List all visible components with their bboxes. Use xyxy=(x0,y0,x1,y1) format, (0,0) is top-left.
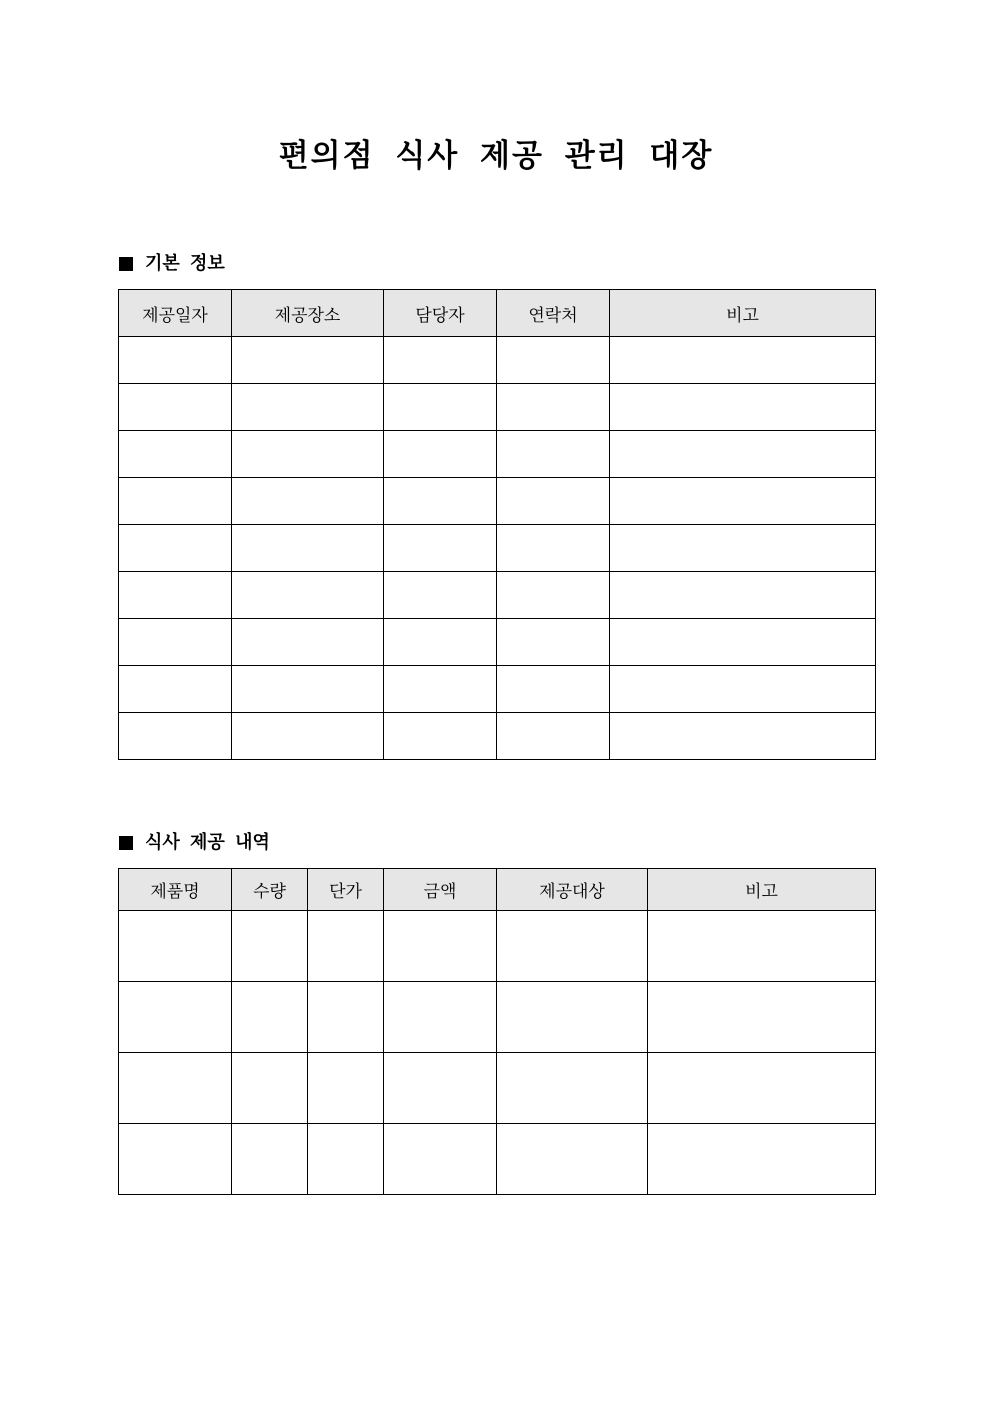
table-cell[interactable] xyxy=(119,431,232,478)
table-cell[interactable] xyxy=(497,1124,648,1195)
table-cell[interactable] xyxy=(610,666,876,713)
column-header-recipient: 제공대상 xyxy=(497,869,648,911)
table-cell[interactable] xyxy=(648,982,876,1053)
table-cell[interactable] xyxy=(232,384,384,431)
table-row xyxy=(119,619,876,666)
table-cell[interactable] xyxy=(610,572,876,619)
table-cell[interactable] xyxy=(119,384,232,431)
table-cell[interactable] xyxy=(384,478,497,525)
table-cell[interactable] xyxy=(497,666,610,713)
table-row xyxy=(119,431,876,478)
table-cell[interactable] xyxy=(308,1053,384,1124)
table-cell[interactable] xyxy=(119,337,232,384)
column-header-amount: 금액 xyxy=(384,869,497,911)
table-cell[interactable] xyxy=(232,431,384,478)
table-cell[interactable] xyxy=(384,337,497,384)
provision-details-table xyxy=(118,868,876,1195)
table-cell[interactable] xyxy=(497,1053,648,1124)
table-cell[interactable] xyxy=(497,911,648,982)
table-cell[interactable] xyxy=(384,1053,497,1124)
section-heading-label: 기본 정보 xyxy=(145,253,225,274)
table-row xyxy=(119,1124,876,1195)
table-cell[interactable] xyxy=(308,911,384,982)
section-heading-provision-details xyxy=(119,831,270,855)
table-row xyxy=(119,478,876,525)
table-cell[interactable] xyxy=(119,478,232,525)
square-bullet-icon xyxy=(119,836,133,850)
table-cell[interactable] xyxy=(497,384,610,431)
table-cell[interactable] xyxy=(119,713,232,760)
table-cell[interactable] xyxy=(384,572,497,619)
table-row xyxy=(119,572,876,619)
table-cell[interactable] xyxy=(497,713,610,760)
table-row xyxy=(119,384,876,431)
table-row xyxy=(119,713,876,760)
table-cell[interactable] xyxy=(384,1124,497,1195)
table-cell[interactable] xyxy=(610,337,876,384)
column-header-place: 제공장소 xyxy=(232,290,384,337)
table-cell[interactable] xyxy=(232,525,384,572)
table-cell[interactable] xyxy=(384,982,497,1053)
table-cell[interactable] xyxy=(384,525,497,572)
table-cell[interactable] xyxy=(648,1124,876,1195)
table-cell[interactable] xyxy=(232,572,384,619)
table-cell[interactable] xyxy=(384,431,497,478)
column-header-product-name: 제품명 xyxy=(119,869,232,911)
table-cell[interactable] xyxy=(610,525,876,572)
table-cell[interactable] xyxy=(497,337,610,384)
table-cell[interactable] xyxy=(610,478,876,525)
section-heading-label: 식사 제공 내역 xyxy=(145,832,270,853)
table-cell[interactable] xyxy=(232,337,384,384)
table-cell[interactable] xyxy=(610,619,876,666)
column-header-unit-price: 단가 xyxy=(308,869,384,911)
table-cell[interactable] xyxy=(384,666,497,713)
table-cell[interactable] xyxy=(232,478,384,525)
table-cell[interactable] xyxy=(232,982,308,1053)
table-cell[interactable] xyxy=(232,911,308,982)
column-header-quantity: 수량 xyxy=(232,869,308,911)
table-cell[interactable] xyxy=(119,1053,232,1124)
table-cell[interactable] xyxy=(610,384,876,431)
column-header-remarks: 비고 xyxy=(610,290,876,337)
table-cell[interactable] xyxy=(119,911,232,982)
table-row xyxy=(119,337,876,384)
table-cell[interactable] xyxy=(497,478,610,525)
table-cell[interactable] xyxy=(232,1053,308,1124)
column-header-date: 제공일자 xyxy=(119,290,232,337)
table-cell[interactable] xyxy=(497,525,610,572)
page-title: 편의점 식사 제공 관리 대장 xyxy=(278,138,714,174)
table-cell[interactable] xyxy=(232,1124,308,1195)
table-row xyxy=(119,911,876,982)
table-row xyxy=(119,666,876,713)
table-cell[interactable] xyxy=(119,619,232,666)
table-cell[interactable] xyxy=(497,982,648,1053)
table-cell[interactable] xyxy=(119,525,232,572)
table-cell[interactable] xyxy=(497,619,610,666)
basic-info-table xyxy=(118,289,876,760)
column-header-contact: 연락처 xyxy=(497,290,610,337)
section-heading-basic-info xyxy=(119,252,225,276)
table-cell[interactable] xyxy=(119,982,232,1053)
table-row xyxy=(119,1053,876,1124)
table-cell[interactable] xyxy=(119,666,232,713)
table-cell[interactable] xyxy=(610,713,876,760)
table-cell[interactable] xyxy=(648,1053,876,1124)
table-row xyxy=(119,982,876,1053)
table-header-row xyxy=(119,869,876,911)
table-cell[interactable] xyxy=(232,619,384,666)
table-cell[interactable] xyxy=(384,384,497,431)
table-row xyxy=(119,525,876,572)
column-header-manager: 담당자 xyxy=(384,290,497,337)
table-cell[interactable] xyxy=(232,666,384,713)
table-cell[interactable] xyxy=(119,1124,232,1195)
table-cell[interactable] xyxy=(384,713,497,760)
table-cell[interactable] xyxy=(119,572,232,619)
table-cell[interactable] xyxy=(648,911,876,982)
table-cell[interactable] xyxy=(610,431,876,478)
table-header-row xyxy=(119,290,876,337)
table-cell[interactable] xyxy=(384,911,497,982)
table-cell[interactable] xyxy=(308,982,384,1053)
table-cell[interactable] xyxy=(497,572,610,619)
square-bullet-icon xyxy=(119,257,133,271)
table-cell[interactable] xyxy=(232,713,384,760)
table-cell[interactable] xyxy=(497,431,610,478)
table-cell[interactable] xyxy=(308,1124,384,1195)
column-header-remarks: 비고 xyxy=(648,869,876,911)
table-cell[interactable] xyxy=(384,619,497,666)
